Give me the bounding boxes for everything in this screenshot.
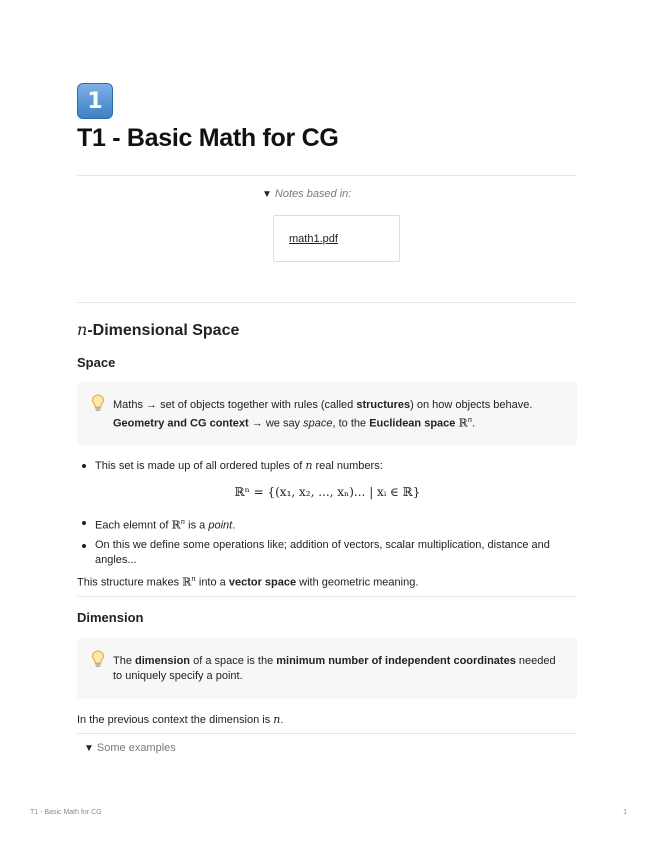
text: Maths → set of objects together with rules (called	[113, 399, 357, 411]
bold-text: Geometry and CG context →	[113, 417, 263, 430]
triangle-down-icon[interactable]: ▼	[262, 189, 272, 200]
callout-dimension	[77, 638, 577, 699]
section-heading-ndim	[77, 320, 239, 340]
callout-text	[113, 398, 563, 432]
triangle-down-icon[interactable]: ▼	[84, 743, 94, 754]
bold-text: Euclidean space	[369, 417, 456, 430]
bold-text: dimension	[135, 655, 191, 667]
math-symbol: ℝ	[458, 416, 468, 430]
lightbulb-icon	[91, 650, 105, 668]
math-var: n	[273, 713, 281, 726]
math-formula: ℝⁿ = {(x₁, x₂, ..., xₙ)... | xᵢ ∈ ℝ}	[234, 485, 421, 499]
italic-text: space	[303, 417, 333, 430]
text: The	[113, 655, 136, 667]
paragraph	[77, 575, 418, 589]
text: .	[232, 519, 236, 532]
text: real numbers:	[312, 460, 383, 472]
notes-toggle-label: Notes based in:	[274, 188, 352, 200]
italic-text: point	[208, 519, 233, 532]
text: needed to uniquely specify a point.	[113, 655, 556, 682]
list-item	[95, 458, 565, 474]
examples-toggle-label: Some examples	[96, 742, 176, 754]
text: .	[280, 714, 284, 726]
text: .	[472, 417, 476, 430]
text: into a	[195, 576, 229, 589]
text: is a	[185, 519, 209, 532]
divider	[77, 733, 577, 734]
page-number: 1	[623, 809, 627, 816]
text: of a space is the	[190, 655, 277, 667]
math-symbol: ℝ	[182, 575, 192, 589]
subheading-dimension: Dimension	[77, 610, 144, 625]
footer-title: T1 - Basic Math for CG	[30, 809, 102, 816]
callout-text	[113, 654, 563, 684]
list-item	[95, 515, 565, 534]
notes-toggle[interactable]	[262, 188, 351, 200]
math-symbol: ℝ	[171, 518, 181, 532]
file-card[interactable]	[273, 215, 400, 262]
text: , to the	[332, 417, 370, 430]
math-superscript: n	[180, 518, 186, 526]
lightbulb-icon	[91, 394, 105, 412]
math-superscript: n	[191, 575, 196, 583]
bold-text: minimum number of independent coordinates	[276, 655, 516, 667]
text: ) on how objects behave.	[410, 399, 533, 411]
page-title: T1 - Basic Math for CG	[77, 124, 339, 152]
bold-text: structures	[356, 399, 411, 411]
text: This set is made up of all ordered tuples of	[95, 460, 306, 472]
text: In the previous context the dimension is	[77, 714, 274, 726]
math-superscript: n	[467, 416, 473, 424]
text: with geometric meaning.	[296, 576, 419, 589]
paragraph	[77, 713, 283, 726]
page-icon-keycap-one	[77, 83, 113, 119]
callout-space	[77, 382, 577, 445]
heading-math-var: n	[77, 320, 88, 339]
subheading-space: Space	[77, 355, 116, 370]
examples-toggle[interactable]	[84, 742, 176, 754]
divider	[77, 596, 577, 597]
text: This structure makes	[77, 576, 183, 589]
text: we say	[262, 417, 304, 430]
bold-text: vector space	[228, 576, 297, 589]
divider	[77, 302, 577, 303]
divider	[77, 175, 577, 176]
math-var: n	[305, 459, 313, 472]
page-icon-digit: 1	[87, 88, 103, 114]
text: Each elemnt of	[95, 519, 172, 532]
file-link[interactable]: math1.pdf	[289, 233, 338, 245]
heading-text: -Dimensional Space	[87, 322, 240, 339]
list-item: On this we define some operations like; addition of vectors, scalar multiplication, distance and angles...	[95, 538, 565, 568]
